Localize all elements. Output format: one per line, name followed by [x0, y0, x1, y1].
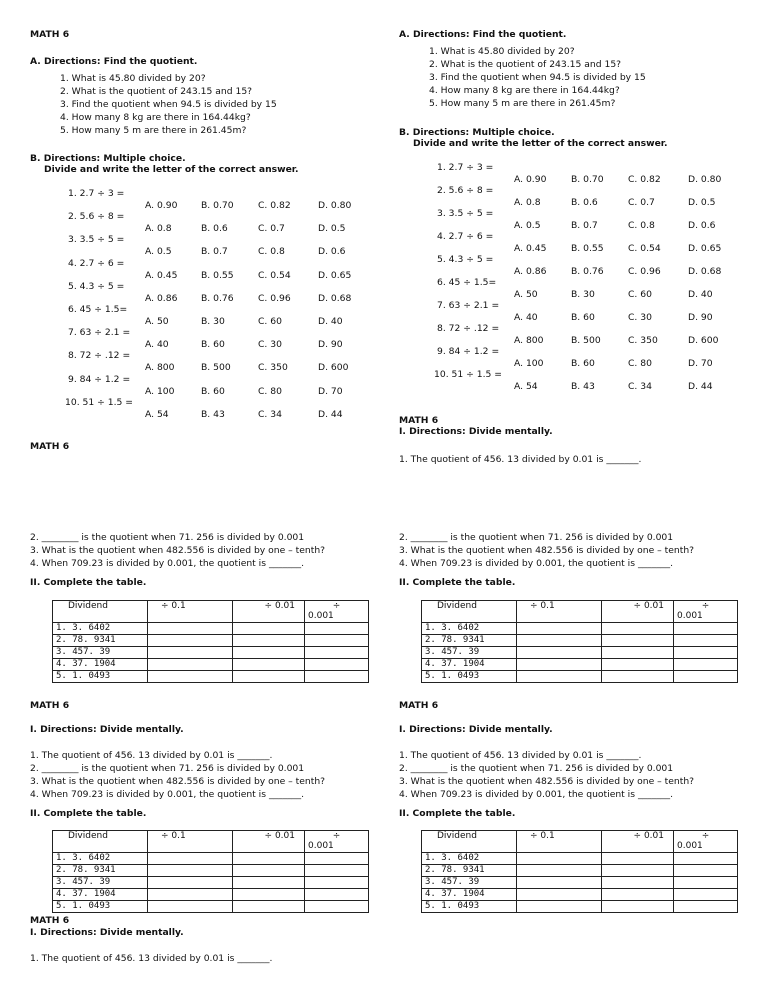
R1-mc-choice: C. 0.54	[628, 243, 661, 254]
R1-sec-b-heading: B. Directions: Multiple choice.	[399, 127, 555, 138]
answer-cell	[517, 889, 602, 901]
L1-sec-a-item: 1. What is 45.80 divided by 20?	[60, 73, 206, 84]
dividend-cell: 1. 3. 6402	[53, 853, 148, 865]
answer-cell	[674, 623, 738, 635]
R1-mc-choice: D. 70	[688, 358, 713, 369]
R1-mc-choice: A. 0.90	[514, 174, 547, 185]
L3-math-title: MATH 6	[30, 700, 70, 711]
L1-mc-choice: B. 30	[201, 316, 225, 327]
R1-mc-choice: B. 0.70	[571, 174, 604, 185]
answer-cell	[602, 635, 674, 647]
L1-mc-choice: A. 40	[145, 339, 169, 351]
R2-mental-item-1: 1. The quotient of 456. 13 divided by 0.01 is _______.	[399, 454, 642, 465]
L1-mc-choice: A. 800	[145, 362, 175, 374]
answer-cell	[305, 647, 369, 659]
table-row	[53, 647, 369, 659]
answer-cell	[148, 635, 233, 647]
R3-complete-table	[421, 830, 738, 913]
table-header-dividend: Dividend	[68, 831, 108, 841]
R1-mc-choice: B. 60	[571, 358, 595, 369]
R1-sec-a-item: 5. How many 5 m are there in 261.45m?	[429, 98, 616, 109]
R1-mc-choice: A. 100	[514, 358, 544, 369]
L1-mc-choice: A. 0.8	[145, 223, 172, 235]
answer-cell	[602, 877, 674, 889]
table-row	[53, 889, 369, 901]
answer-cell	[305, 877, 369, 889]
answer-cell	[233, 901, 305, 913]
answer-cell	[602, 865, 674, 877]
L3-complete-table	[52, 830, 369, 913]
L1-mc-choice: B. 43	[201, 408, 225, 420]
R1-mc-choice: C. 60	[628, 289, 652, 300]
R2-mental-item-3: 3. What is the quotient when 482.556 is divided by one – tenth?	[399, 545, 695, 556]
R3-mental-item-3: 3. What is the quotient when 482.556 is divided by one – tenth?	[399, 776, 695, 787]
R2-mental-item-4: 4. When 709.23 is divided by 0.001, the quotient is _______.	[399, 558, 674, 569]
answer-cell	[305, 623, 369, 635]
R2-math-title: MATH 6	[399, 415, 439, 426]
R1-mc-choice: D. 40	[688, 289, 713, 300]
R1-mc-choice: A. 40	[514, 312, 538, 323]
R2-mental-item-2: 2. ________ is the quotient when 71. 256 is divided by 0.001	[399, 532, 674, 543]
table-header-div-0001: 0.001	[677, 611, 703, 621]
R1-mc-question: 1. 2.7 ÷ 3 =	[437, 162, 494, 173]
L1-mc-choice: C. 0.96	[258, 292, 291, 304]
answer-cell	[233, 671, 305, 683]
L1-mc-choice: C. 0.8	[258, 246, 285, 258]
R2-table-heading: II. Complete the table.	[399, 577, 516, 588]
R3-mental-item-1: 1. The quotient of 456. 13 divided by 0.01 is _______.	[399, 750, 642, 761]
answer-cell	[148, 853, 233, 865]
table-header-div-sign: ÷	[332, 831, 341, 841]
R1-sec-a-item: 3. Find the quotient when 94.5 is divided by 15	[429, 72, 646, 83]
answer-cell	[517, 853, 602, 865]
R1-mc-choice: A. 0.8	[514, 197, 541, 208]
L1-mc-question: 7. 63 ÷ 2.1 =	[68, 327, 131, 339]
R1-sec-a-item: 2. What is the quotient of 243.15 and 15?	[429, 59, 622, 70]
L4-mental-item-1: 1. The quotient of 456. 13 divided by 0.01 is _______.	[30, 953, 273, 964]
answer-cell	[233, 865, 305, 877]
L1-mc-question: 3. 3.5 ÷ 5 =	[68, 234, 125, 246]
L2-mental-item-3: 3. What is the quotient when 482.556 is divided by one – tenth?	[30, 545, 326, 556]
table-row	[422, 647, 738, 659]
L1-sec-b-heading: B. Directions: Multiple choice.	[30, 153, 186, 164]
table-row	[53, 877, 369, 889]
dividend-cell: 2. 78. 9341	[53, 635, 148, 647]
table-row	[53, 659, 369, 671]
table-header-div-01: ÷ 0.1	[530, 601, 555, 611]
L1-mc-question: 8. 72 ÷ .12 =	[68, 350, 131, 362]
R1-sec-a-item: 4. How many 8 kg are there in 164.44kg?	[429, 85, 620, 96]
L1-mc-choice: C. 60	[258, 316, 282, 327]
L2-complete-table	[52, 600, 369, 683]
L1-mc-choice: B. 0.76	[201, 292, 234, 304]
L1-sec-a-item: 2. What is the quotient of 243.15 and 15?	[60, 86, 253, 97]
R3-mental-heading: I. Directions: Divide mentally.	[399, 724, 553, 735]
L1-mc-choice: D. 600	[318, 362, 349, 374]
table-row	[422, 635, 738, 647]
table-header-div-sign: ÷	[701, 601, 710, 611]
L1-mc-choice: A. 50	[145, 316, 169, 327]
table-row	[422, 877, 738, 889]
R1-mc-choice: A. 54	[514, 381, 538, 392]
L4-mental-heading: I. Directions: Divide mentally.	[30, 927, 184, 938]
table-header-div-01: ÷ 0.1	[161, 831, 186, 841]
R1-mc-question: 4. 2.7 ÷ 6 =	[437, 231, 494, 242]
R1-mc-question: 9. 84 ÷ 1.2 =	[437, 346, 500, 357]
L2-mental-item-2: 2. ________ is the quotient when 71. 256 is divided by 0.001	[30, 532, 305, 543]
dividend-cell: 4. 37. 1904	[53, 889, 148, 901]
R1-mc-question: 5. 4.3 ÷ 5 =	[437, 254, 494, 265]
dividend-cell: 2. 78. 9341	[422, 635, 517, 647]
answer-cell	[602, 901, 674, 913]
answer-cell	[148, 647, 233, 659]
answer-cell	[305, 889, 369, 901]
L1-sec-a-heading: A. Directions: Find the quotient.	[30, 56, 198, 67]
L3-mental-item-4: 4. When 709.23 is divided by 0.001, the quotient is _______.	[30, 789, 305, 800]
table-row	[53, 865, 369, 877]
R1-mc-choice: C. 30	[628, 312, 652, 323]
answer-cell	[305, 865, 369, 877]
R1-sec-a-heading: A. Directions: Find the quotient.	[399, 29, 567, 40]
table-row	[422, 623, 738, 635]
R1-mc-choice: D. 600	[688, 335, 719, 346]
answer-cell	[674, 901, 738, 913]
table-row	[53, 901, 369, 913]
L1-mc-choice: C. 0.54	[258, 269, 291, 281]
answer-cell	[517, 659, 602, 671]
answer-cell	[602, 889, 674, 901]
L1-mc-choice: A. 0.5	[145, 246, 172, 258]
L1-mc-choice: B. 0.6	[201, 223, 228, 235]
L2-table-heading: II. Complete the table.	[30, 577, 147, 588]
R1-mc-choice: A. 0.86	[514, 266, 547, 277]
L1-mc-choice: D. 40	[318, 316, 343, 327]
dividend-cell: 1. 3. 6402	[422, 853, 517, 865]
R1-mc-choice: B. 30	[571, 289, 595, 300]
L1-mc-choice: D. 0.5	[318, 223, 346, 235]
L1-mc-choice: A. 100	[145, 385, 175, 397]
table-header-div-0001: 0.001	[677, 841, 703, 851]
R1-sec-b-subheading: Divide and write the letter of the correct answer.	[413, 138, 668, 149]
L1-mc-choice: A. 54	[145, 408, 169, 420]
table-header-div-001: ÷ 0.01	[264, 601, 295, 611]
L1-sec-b-subheading: Divide and write the letter of the correct answer.	[44, 164, 299, 175]
table-header-div-0001: 0.001	[308, 841, 334, 851]
L4-math-title: MATH 6	[30, 915, 70, 926]
dividend-cell: 2. 78. 9341	[422, 865, 517, 877]
L1-mc-choice: D. 90	[318, 339, 343, 351]
L1-mc-choice: B. 60	[201, 385, 225, 397]
L1-mc-choice: B. 0.55	[201, 269, 234, 281]
dividend-cell: 5. 1. 0493	[53, 671, 148, 683]
answer-cell	[517, 647, 602, 659]
R1-mc-question: 2. 5.6 ÷ 8 =	[437, 185, 494, 196]
R1-mc-choice: B. 43	[571, 381, 595, 392]
R1-mc-choice: D. 0.65	[688, 243, 722, 254]
R1-mc-question: 6. 45 ÷ 1.5=	[437, 277, 497, 288]
answer-cell	[148, 889, 233, 901]
answer-cell	[148, 659, 233, 671]
L1-mc-choice: B. 60	[201, 339, 225, 351]
table-row	[422, 659, 738, 671]
R1-mc-choice: D. 90	[688, 312, 713, 323]
table-row	[422, 901, 738, 913]
L1-mc-choice: C. 80	[258, 385, 282, 397]
dividend-cell: 5. 1. 0493	[422, 671, 517, 683]
table-header-dividend: Dividend	[437, 831, 477, 841]
L1-mc-question: 1. 2.7 ÷ 3 =	[68, 188, 125, 199]
R1-mc-question: 10. 51 ÷ 1.5 =	[434, 369, 502, 380]
answer-cell	[674, 647, 738, 659]
dividend-cell: 3. 457. 39	[53, 877, 148, 889]
L1-mc-choice: A. 0.45	[145, 269, 178, 281]
R3-mental-item-2: 2. ________ is the quotient when 71. 256 is divided by 0.001	[399, 763, 674, 774]
table-header-div-001: ÷ 0.01	[633, 831, 664, 841]
answer-cell	[602, 853, 674, 865]
R1-mc-choice: C. 350	[628, 335, 658, 346]
R1-mc-choice: B. 0.55	[571, 243, 604, 254]
L1-mc-choice: B. 0.7	[201, 246, 228, 258]
answer-cell	[305, 901, 369, 913]
R1-mc-choice: B. 500	[571, 335, 601, 346]
answer-cell	[233, 889, 305, 901]
R1-mc-question: 3. 3.5 ÷ 5 =	[437, 208, 494, 219]
L1-mc-choice: D. 70	[318, 385, 343, 397]
L1-mc-choice: B. 500	[201, 362, 231, 374]
dividend-cell: 1. 3. 6402	[422, 623, 517, 635]
answer-cell	[674, 635, 738, 647]
answer-cell	[305, 853, 369, 865]
answer-cell	[233, 647, 305, 659]
table-header-div-sign: ÷	[332, 601, 341, 611]
table-row	[53, 635, 369, 647]
dividend-cell: 5. 1. 0493	[53, 901, 148, 913]
R1-mc-choice: D. 0.80	[688, 174, 722, 185]
dividend-cell: 3. 457. 39	[422, 647, 517, 659]
L1-mc-choice: D. 0.68	[318, 292, 352, 304]
table-row	[53, 623, 369, 635]
answer-cell	[233, 623, 305, 635]
R1-mc-choice: D. 44	[688, 381, 713, 392]
R2-mental-heading: I. Directions: Divide mentally.	[399, 426, 553, 437]
L1-mc-question: 9. 84 ÷ 1.2 =	[68, 373, 131, 385]
L1-sec-a-item: 3. Find the quotient when 94.5 is divided by 15	[60, 99, 277, 110]
table-header-div-001: ÷ 0.01	[633, 601, 664, 611]
dividend-cell: 4. 37. 1904	[53, 659, 148, 671]
dividend-cell: 3. 457. 39	[422, 877, 517, 889]
R1-mc-choice: A. 50	[514, 289, 538, 300]
answer-cell	[305, 671, 369, 683]
answer-cell	[602, 647, 674, 659]
answer-cell	[148, 877, 233, 889]
R1-mc-choice: C. 34	[628, 381, 652, 392]
answer-cell	[602, 659, 674, 671]
R1-mc-choice: D. 0.5	[688, 197, 716, 208]
answer-cell	[233, 853, 305, 865]
R2-complete-table	[421, 600, 738, 683]
L3-mental-item-2: 2. ________ is the quotient when 71. 256 is divided by 0.001	[30, 763, 305, 774]
R3-mental-item-4: 4. When 709.23 is divided by 0.001, the quotient is _______.	[399, 789, 674, 800]
dividend-cell: 4. 37. 1904	[422, 659, 517, 671]
L1-mc-choice: A. 0.86	[145, 292, 178, 304]
R1-mc-question: 8. 72 ÷ .12 =	[437, 323, 500, 334]
L3-mental-heading: I. Directions: Divide mentally.	[30, 724, 184, 735]
R1-mc-choice: A. 800	[514, 335, 544, 346]
answer-cell	[233, 877, 305, 889]
table-row	[53, 671, 369, 683]
L1-sec-a-item: 5. How many 5 m are there in 261.45m?	[60, 125, 247, 136]
R3-math-title: MATH 6	[399, 700, 439, 711]
R1-mc-choice: D. 0.6	[688, 220, 716, 231]
answer-cell	[148, 901, 233, 913]
L1-mc-question: 6. 45 ÷ 1.5=	[68, 304, 128, 315]
L1-math-title: MATH 6	[30, 29, 70, 40]
dividend-cell: 3. 457. 39	[53, 647, 148, 659]
table-header-div-01: ÷ 0.1	[161, 601, 186, 611]
R1-mc-choice: A. 0.45	[514, 243, 547, 254]
answer-cell	[233, 659, 305, 671]
answer-cell	[148, 865, 233, 877]
answer-cell	[517, 901, 602, 913]
L3-mental-item-3: 3. What is the quotient when 482.556 is divided by one – tenth?	[30, 776, 326, 787]
R1-mc-choice: B. 0.76	[571, 266, 604, 277]
answer-cell	[674, 671, 738, 683]
L1-mc-choice: D. 0.65	[318, 269, 352, 281]
dividend-cell: 1. 3. 6402	[53, 623, 148, 635]
L1-mc-choice: C. 30	[258, 339, 282, 351]
L3-mental-item-1: 1. The quotient of 456. 13 divided by 0.01 is _______.	[30, 750, 273, 761]
answer-cell	[674, 889, 738, 901]
L1-mc-question: 5. 4.3 ÷ 5 =	[68, 280, 125, 292]
answer-cell	[148, 623, 233, 635]
R1-mc-choice: C. 0.7	[628, 197, 655, 208]
table-header-dividend: Dividend	[68, 601, 108, 611]
answer-cell	[233, 635, 305, 647]
L2-mental-item-4: 4. When 709.23 is divided by 0.001, the quotient is _______.	[30, 558, 305, 569]
table-header-div-01: ÷ 0.1	[530, 831, 555, 841]
table-header-div-0001: 0.001	[308, 611, 334, 621]
R1-mc-choice: C. 0.82	[628, 174, 661, 185]
R3-table-heading: II. Complete the table.	[399, 808, 516, 819]
R1-mc-choice: D. 0.68	[688, 266, 722, 277]
L1-mc-choice: C. 350	[258, 362, 288, 374]
table-header-div-001: ÷ 0.01	[264, 831, 295, 841]
answer-cell	[674, 853, 738, 865]
R1-mc-choice: C. 0.8	[628, 220, 655, 231]
answer-cell	[517, 877, 602, 889]
table-row	[53, 853, 369, 865]
table-header-div-sign: ÷	[701, 831, 710, 841]
L1-mc-question: 10. 51 ÷ 1.5 =	[65, 396, 133, 408]
dividend-cell: 4. 37. 1904	[422, 889, 517, 901]
R1-sec-a-item: 1. What is 45.80 divided by 20?	[429, 46, 575, 57]
L1-mc-choice: D. 44	[318, 408, 343, 420]
table-row	[422, 853, 738, 865]
R1-mc-choice: C. 0.96	[628, 266, 661, 277]
answer-cell	[674, 659, 738, 671]
L3-table-heading: II. Complete the table.	[30, 808, 147, 819]
dividend-cell: 2. 78. 9341	[53, 865, 148, 877]
answer-cell	[148, 671, 233, 683]
R1-mc-choice: B. 0.7	[571, 220, 598, 231]
R1-mc-choice: C. 80	[628, 358, 652, 369]
L1-mc-choice: D. 0.6	[318, 246, 346, 258]
R1-mc-choice: A. 0.5	[514, 220, 541, 231]
answer-cell	[305, 659, 369, 671]
answer-cell	[517, 623, 602, 635]
L1-mc-choice: D. 0.80	[318, 200, 352, 211]
L2-math-title: MATH 6	[30, 441, 70, 452]
R1-mc-question: 7. 63 ÷ 2.1 =	[437, 300, 500, 311]
table-row	[422, 671, 738, 683]
R1-mc-choice: B. 0.6	[571, 197, 598, 208]
answer-cell	[602, 623, 674, 635]
answer-cell	[602, 671, 674, 683]
L1-mc-choice: C. 0.7	[258, 223, 285, 235]
L1-mc-question: 2. 5.6 ÷ 8 =	[68, 211, 125, 223]
L1-mc-question: 4. 2.7 ÷ 6 =	[68, 257, 125, 269]
answer-cell	[517, 865, 602, 877]
dividend-cell: 5. 1. 0493	[422, 901, 517, 913]
R1-mc-choice: B. 60	[571, 312, 595, 323]
table-row	[422, 865, 738, 877]
answer-cell	[517, 635, 602, 647]
L1-mc-choice: B. 0.70	[201, 200, 234, 211]
table-row	[422, 889, 738, 901]
table-header-dividend: Dividend	[437, 601, 477, 611]
answer-cell	[305, 635, 369, 647]
L1-mc-choice: C. 0.82	[258, 200, 291, 211]
answer-cell	[674, 865, 738, 877]
answer-cell	[517, 671, 602, 683]
answer-cell	[674, 877, 738, 889]
L1-sec-a-item: 4. How many 8 kg are there in 164.44kg?	[60, 112, 251, 123]
L1-mc-choice: C. 34	[258, 408, 282, 420]
L1-mc-choice: A. 0.90	[145, 200, 178, 211]
